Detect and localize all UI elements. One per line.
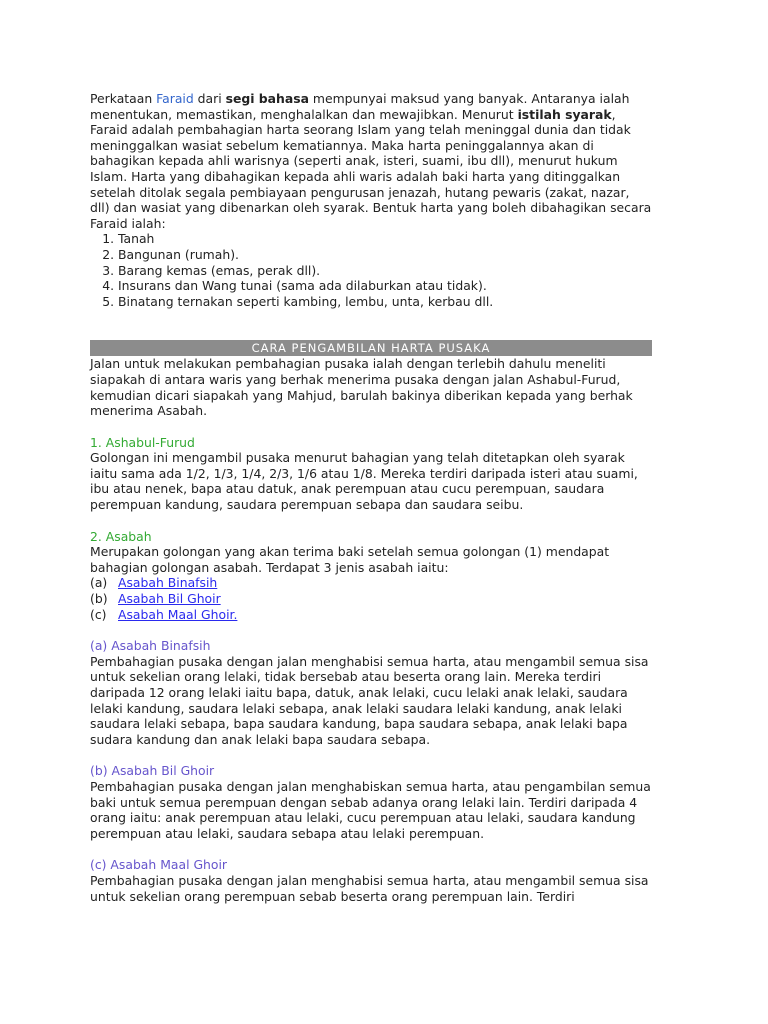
- link-label: (c): [90, 606, 107, 622]
- link-asabah-binafsih[interactable]: Asabah Binafsih: [118, 575, 218, 591]
- intro-text-b: dari: [193, 91, 226, 106]
- heading-asabah-bil-ghoir: (b) Asabah Bil Ghoir: [90, 763, 215, 779]
- link-label: (b): [90, 591, 108, 607]
- intro-text-d: , Faraid adalah pembahagian harta seorang Islam yang telah meninggal dunia dan tidak meninggalkan wasiat sebelum kematiannya. Maka harta peninggalannya akan di bahagikan kepada ahli warisnya (seperti anak, isteri, suami, ibu dll), menurut hukum Islam. Harta yang dibahagikan kepada ahli waris adalah baki harta yang ditinggalkan setelah ditolak segala pembiayaan pengurusan jenazah, hutang pewaris (zakat, nazar, dll) dan wasiat yang dibenarkan oleh syarak. Bentuk harta yang boleh dibahagikan secara Faraid ialah:: [90, 106, 652, 231]
- cara-paragraph: Jalan untuk melakukan pembahagian pusaka ialah dengan terlebih dahulu meneliti siapakah di antara waris yang berhak menerima pusaka dengan jalan Ashabul-Furud, kemudian dicari siapakah yang Mahjud, barulah bakinya diberikan kepada yang berhak menerima Asabah.: [90, 356, 633, 419]
- list-item: 1. Tanah: [118, 231, 652, 247]
- intro-section: [90, 91, 652, 309]
- istilah-syarak-term: istilah syarak: [517, 106, 612, 122]
- heading-asabah: 2. Asabah: [90, 528, 152, 544]
- link-asabah-maal-ghoir[interactable]: Asabah Maal Ghoir.: [118, 606, 238, 622]
- heading-ashabul-furud: 1. Ashabul-Furud: [90, 434, 195, 450]
- asabah-link-row: [90, 575, 652, 591]
- list-item: 4. Insurans dan Wang tunai (sama ada dilaburkan atau tidak).: [118, 278, 652, 294]
- faraid-term: Faraid: [156, 91, 194, 106]
- asabah-text: Merupakan golongan yang akan terima baki setelah semua golongan (1) mendapat bahagian golongan asabah. Terdapat 3 jenis asabah iaitu:: [90, 544, 610, 575]
- asabah-link-row: [90, 607, 652, 623]
- list-item: 5. Binatang ternakan seperti kambing, lembu, unta, kerbau dll.: [118, 294, 652, 310]
- ashabul-furud-text: Golongan ini mengambil pusaka menurut bahagian yang telah ditetapkan oleh syarak iaitu sama ada 1/2, 1/3, 1/4, 2/3, 1/6 atau 1/8. Mereka terdiri daripada isteri atau suami, ibu atau nenek, bapa atau datuk, anak perempuan atau cucu perempuan, saudara perempuan kandung, saudara perempuan sebapa dan saudara seibu.: [90, 450, 638, 513]
- asabah-binafsih-text: Pembahagian pusaka dengan jalan menghabisi semua harta, atau mengambil semua sisa untuk sekelian orang lelaki, tidak bersebab atau beserta orang lain. Mereka terdiri daripada 12 orang lelaki iaitu bapa, datuk, anak lelaki, cucu lelaki anak lelaki, saudara lelaki kandung, saudara lelaki sebapa, anak lelaki saudara lelaki kandung, anak lelaki saudara lelaki sebapa, bapa saudara kandung, bapa saudara sebapa, anak lelaki bapa sudara kandung dan anak lelaki bapa saudara sebapa.: [90, 653, 649, 747]
- intro-paragraph: [90, 91, 652, 231]
- document-body: [90, 91, 652, 904]
- heading-asabah-binafsih: (a) Asabah Binafsih: [90, 638, 211, 654]
- heading-asabah-maal-ghoir: (c) Asabah Maal Ghoir: [90, 857, 228, 873]
- link-label: (a): [90, 575, 108, 591]
- asabah-maal-ghoir-text: Pembahagian pusaka dengan jalan menghabisi semua harta, atau mengambil semua sisa untuk sekelian orang perempuan sebab beserta orang perempuan lain. Terdiri: [90, 872, 649, 904]
- intro-text-c: mempunyai maksud yang banyak. Antaranya ialah menentukan, memastikan, menghalalkan dan mewajibkan. Menurut: [90, 91, 630, 122]
- asabah-bil-ghoir-text: Pembahagian pusaka dengan jalan menghabiskan semua harta, atau pengambilan semua baki untuk semua perempuan dengan sebab adanya orang lelaki lain. Terdiri daripada 4 orang iaitu: anak perempuan atau lelaki, cucu perempuan atau lelaki, saudara kandung perempuan atau lelaki, saudara sebapa atau lelaki perempuan.: [90, 778, 651, 841]
- list-item: 3. Barang kemas (emas, perak dll).: [118, 263, 652, 279]
- intro-text-a: Perkataan: [90, 91, 157, 106]
- list-item: 2. Bangunan (rumah).: [118, 247, 652, 263]
- section-banner: CARA PENGAMBILAN HARTA PUSAKA: [90, 340, 652, 356]
- property-list: [90, 231, 652, 309]
- asabah-link-row: [90, 591, 652, 607]
- segi-bahasa-term: segi bahasa: [225, 91, 309, 106]
- link-asabah-bil-ghoir[interactable]: Asabah Bil Ghoir: [118, 591, 221, 607]
